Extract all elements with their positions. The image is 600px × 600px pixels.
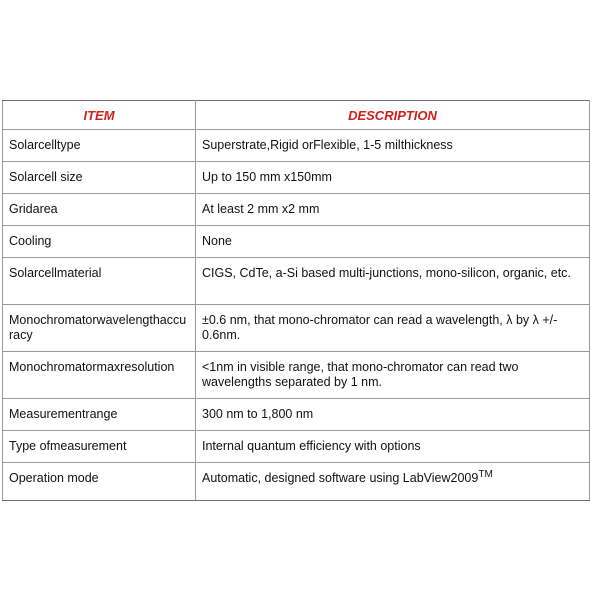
row-description bbox=[196, 463, 590, 501]
row-item: Solarcellmaterial bbox=[3, 258, 196, 305]
row-description: Internal quantum efficiency with options bbox=[196, 431, 590, 463]
table-row bbox=[3, 305, 590, 352]
trademark-superscript: TM bbox=[478, 468, 493, 480]
row-description: Up to 150 mm x150mm bbox=[196, 162, 590, 194]
row-description: CIGS, CdTe, a-Si based multi-junctions, mono-silicon, organic, etc. bbox=[196, 258, 590, 305]
row-item: Gridarea bbox=[3, 194, 196, 226]
row-item: Type ofmeasurement bbox=[3, 431, 196, 463]
table-row bbox=[3, 463, 590, 501]
table-row bbox=[3, 130, 590, 162]
table-row bbox=[3, 162, 590, 194]
row-description: Superstrate,Rigid orFlexible, 1-5 milthickness bbox=[196, 130, 590, 162]
row-description: <1nm in visible range, that mono-chromator can read two wavelengths separated by 1 nm. bbox=[196, 352, 590, 399]
row-item: Monochromatorwavelengthaccuracy bbox=[3, 305, 196, 352]
row-description: None bbox=[196, 226, 590, 258]
table-row bbox=[3, 226, 590, 258]
row-description: 300 nm to 1,800 nm bbox=[196, 399, 590, 431]
row-description: ±0.6 nm, that mono-chromator can read a wavelength, λ by λ +/- 0.6nm. bbox=[196, 305, 590, 352]
table-row bbox=[3, 352, 590, 399]
row-description-text: Automatic, designed software using LabView2009 bbox=[202, 471, 479, 485]
row-item: Operation mode bbox=[3, 463, 196, 501]
row-item: Monochromatormaxresolution bbox=[3, 352, 196, 399]
row-item: Solarcell size bbox=[3, 162, 196, 194]
row-item: Solarcelltype bbox=[3, 130, 196, 162]
table-header-row bbox=[3, 101, 590, 130]
table-row bbox=[3, 399, 590, 431]
specification-table bbox=[2, 100, 590, 501]
row-item: Cooling bbox=[3, 226, 196, 258]
header-item: ITEM bbox=[3, 101, 196, 130]
row-item: Measurementrange bbox=[3, 399, 196, 431]
header-description: DESCRIPTION bbox=[196, 101, 590, 130]
table-row bbox=[3, 431, 590, 463]
table-row bbox=[3, 258, 590, 305]
row-description: At least 2 mm x2 mm bbox=[196, 194, 590, 226]
table-row bbox=[3, 194, 590, 226]
